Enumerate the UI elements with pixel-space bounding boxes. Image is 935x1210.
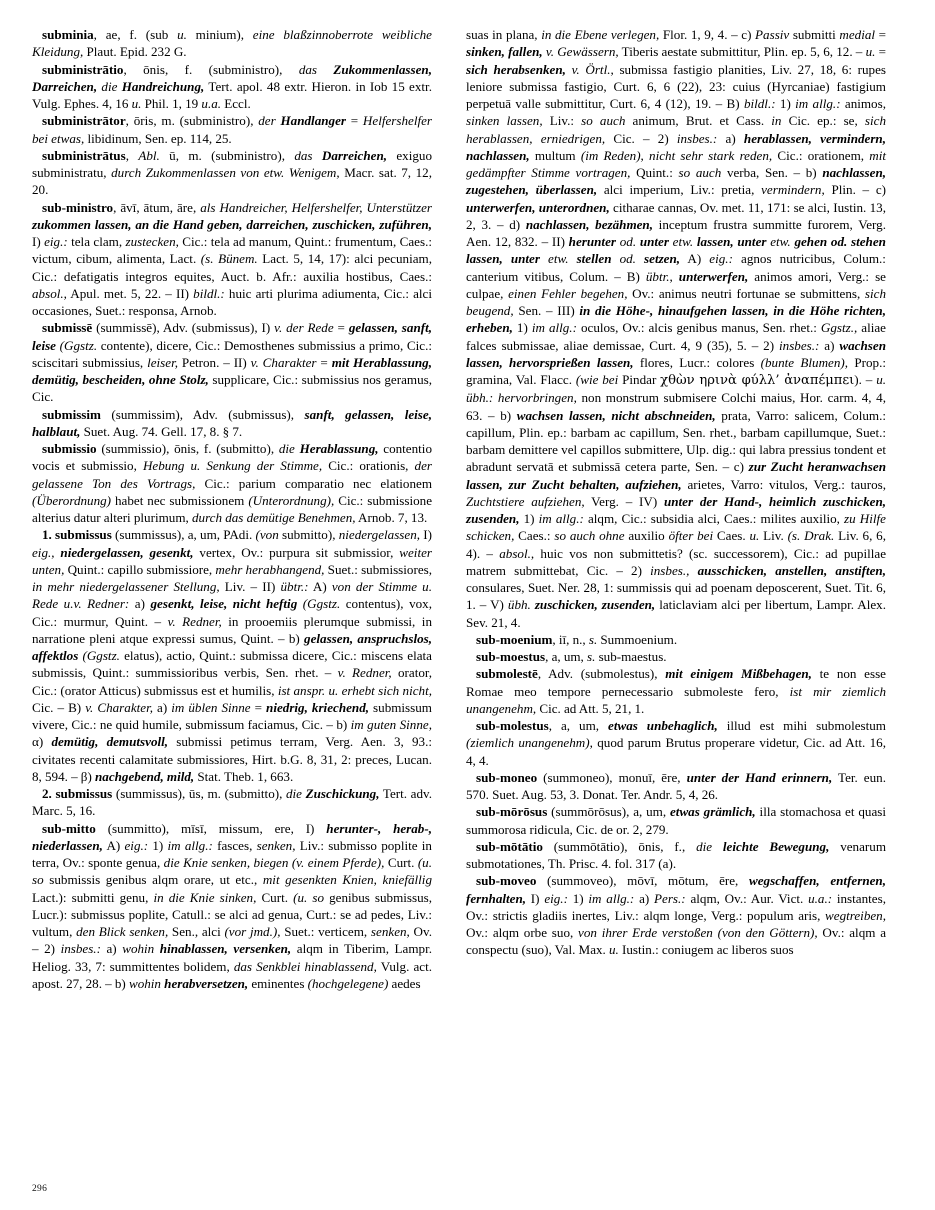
left-column: [32, 26, 432, 992]
dictionary-entry: subministrātus, Abl. ū, m. (subministro), das Darreichen, exiguo subministratu, durch Zukommenlassen von etw. Wenigem, Macr. sat. 7, 12, 20.: [32, 147, 432, 198]
dictionary-entry: 2. submissus (summissus), ūs, m. (submitto), die Zuschickung, Tert. adv. Marc. 5, 16.: [32, 786, 432, 819]
dictionary-entry: subministrātor, ōris, m. (subministro), der Handlanger = Helfershelfer bei etwas, libidinum, Sen. ep. 114, 25.: [32, 113, 433, 146]
dictionary-entry: sub-moveo (summoveo), mōvī, mōtum, ēre, wegschaffen, entfernen, fernhalten, I) eig.: 1) im allg.: a) Pers.: alqm, Ov.: Aur. Vict. u.a.: instantes, Ov.: strictis gladiis inertes, Liv.: alqm longe, Verg.: populum aris, wegtreiben, Ov.: alqm orbe suo, von ihrer Erde verstoßen (von den Göttern), Ov.: alqm a conspectu (suo), Val. Max. u. Iustin.: coniugem ac liberos suos: [466, 873, 887, 958]
dictionary-entry: sub-ministro, āvī, ātum, āre, als Handreicher, Helfershelfer, Unterstützer zukommen lassen, an die Hand geben, darreichen, zuschicken, zuführen, I) eig.: tela clam, zustecken, Cic.: tela ad manum, Quint.: frumentum, Caes.: victum, cibum, alimenta, Lact. (s. Bünem. Lact. 5, 14, 17): alci pecuniam, Cic.: defatigatis integros equites, Auct. b. Afr.: auxilia hostibus, Caes.: absol., Apul. met. 5, 22. – II) bildl.: huic arti plurima adiumenta, Cic.: alci occasiones, Suet.: responsa, Arnob.: [32, 199, 433, 318]
dictionary-entry: 1. submissus (summissus), a, um, PAdi. (von submitto), niedergelassen, I) eig., niedergelassen, gesenkt, vertex, Ov.: purpura sit submissior, weiter unten, Quint.: capillo submissiore, mehr herabhangend, Suet.: submissiores, in mehr niedergelassener Stellung, Liv. – II) übtr.: A) von der Stimme u. Rede u.v. Redner: a) gesenkt, leise, nicht heftig (Ggstz. contentus), vox, Cic.: murmur, Quint. – v. Redner, in prooemiis plerumque submissi, in narratione pleni atque expressi sumus, Quint. – b) gelassen, anspruchslos, affektlos (Ggstz. elatus), actio, Quint.: submissa dicere, Cic.: miscens elata submissis, Quint.: summissioribus verbis, Sen. rhet. – v. Redner, orator, Cic.: (orator Atticus) submissus est et humilis, ist anspr. u. erhebt sich nicht, Cic. – B) v. Charakter, a) im üblen Sinne = niedrig, kriechend, submissum vivere, Cic.: ne quid humile, submissum faciamus, Cic. – b) im guten Sinne, α) demütig, demutsvoll, submissi petimus terram, Verg. Aen. 3, 93.: civitates recenti calamitate submissiores, Hirt. b.G. 8, 31, 2: preces, Lucan. 8, 594. – β) nachgebend, mild, Stat. Theb. 1, 663.: [32, 527, 433, 784]
dictionary-entry: subministrātio, ōnis, f. (subministro), das Zukommenlassen, Darreichen, die Handreichung, Tert. apol. 48 extr. Hieron. in Iob 15 extr. Vulg. Ephes. 4, 16 u. Phil. 1, 19 u.a. Eccl.: [32, 61, 432, 111]
dictionary-entry: submissē (summissē), Adv. (submissus), I) v. der Rede = gelassen, sanft, leise (Ggstz. contente), dicere, Cic.: Demosthenes submissius a primo, Cic.: sciscitari submissius, leiser, Petron. – II) v. Charakter = mit Herablassung, demütig, bescheiden, ohne Stolz, supplicare, Cic.: submissius nos geramus, Cic.: [32, 320, 432, 405]
dictionary-entry: sub-mitto (summitto), mīsī, missum, ere, I) herunter-, herab-, niederlassen, A) eig.: 1) im allg.: fasces, senken, Liv.: submisso poplite in terra, Ov.: sponte genua, die Knie senken, biegen (v. einem Pferde), Curt. (u. so submissis genibus alqm orare, ut etc., mit gesenkten Knien, kniefällig Lact.): submitti genu, in die Knie sinken, Curt. (u. so genibus submissus, Lucr.): submissus poplite, Catull.: se alci ad genua, Curt.: se ad pedes, Liv.: vultum, den Blick senken, Sen., alci (vor jmd.), Suet.: verticem, senken, Ov. – 2) insbes.: a) wohin hinablassen, versenken, alqm in Tiberim, Lampr. Heliog. 33, 7: summittentes bolidem, das Senkblei hinablassend, Vulg. act. apost. 27, 28. – b) wohin herabversetzen, eminentes (hochgelegene) aedes: [32, 820, 433, 991]
dictionary-entry: sub-moestus, a, um, s. sub-maestus.: [476, 649, 667, 664]
dictionary-entry: sub-moneo (summoneo), monuī, ēre, unter der Hand erinnern, Ter. eun. 570. Suet. Aug. 53, 3. Donat. Ter. Andr. 5, 4, 26.: [466, 769, 886, 802]
dictionary-entry-continuation: suas in plana, in die Ebene verlegen, Flor. 1, 9, 4. – c) Passiv submitti medial = sinken, fallen, v. Gewässern, Tiberis aestate submittitur, Plin. ep. 5, 6, 12. – u. = sich herabsenken, v. Örtl., submissa fastigio planities, Liv. 27, 18, 6: rupes leniore submissa fastigio, Curt. 6, 6 (22), 23: cuius (Hyrcaniae) fastigium perpetuā valle submittitur, Curt. 6, 4 (12), 19. – B) bildl.: 1) im allg.: animos, sinken lassen, Liv.: so auch animum, Brut. et Cass. in Cic. ep.: se, sich herablassen, erniedrigen, Cic. – 2) insbes.: a) herablassen, vermindern, nachlassen, multum (im Reden), nicht sehr stark reden, Cic.: orationem, mit gedämpfter Stimme vortragen, Quint.: so auch verba, Sen. – b) nachlassen, zugestehen, überlassen, alci imperium, Liv.: pretia, vermindern, Plin. – c) unterwerfen, unterordnen, citharae cannas, Ov. met. 11, 171: se alci, Iustin. 13, 2, 3. – d) nachlassen, bezähmen, inceptum frustra summitte furorem, Verg. Aen. 12, 832. – II) herunter od. unter etw. lassen, unter etw. gehen od. stehen lassen, unter etw. stellen od. setzen, A) eig.: agnos nutricibus, Colum.: canterium vitibus, Colum. – B) übtr., unterwerfen, animos amori, Verg.: se culpae, einen Fehler begehen, Ov.: animus neutri fortunae se submittens, sich beugend, Sen. – III) in die Höhe-, hinaufgehen lassen, in die Höhe richten, erheben, 1) im allg.: oculos, Ov.: alcis genibus manus, Sen. rhet.: Ggstz., aliae falces submissae, aliae demissae, Curt. 4, 9 (35), 5. – 2) insbes.: a) wachsen lassen, hervorsprießen lassen, flores, Lucr.: colores (bunte Blumen), Prop.: gramina, Val. Flacc. (wie bei Pindar χθὼν ηρινὰ φύλλ’ ἀναπέμπει). – u. übh.: hervorbringen, non monstrum submisere Colchi maius, Hor. carm. 4, 4, 63. – b) wachsen lassen, nicht abschneiden, prata, Varro: salicem, Colum.: capillum, Plin. ep.: barbam ac capillum, Sen. rhet., barbam capillumque, Suet.: barbam demittere vel capillos submittere, Ulp. dig.: qui labra pressius tondent et abradunt servatā et submissā cetera parte, Sen. – c) zur Zucht heranwachsen lassen, zur Zucht behalten, aufziehen, arietes, Varro: vitulos, Verg.: tauros, Zuchtstiere aufziehen, Verg. – IV) unter der Hand-, heimlich zuschicken, zusenden, 1) im allg.: alqm, Cic.: subsidia alci, Caes.: milites auxilio, zu Hilfe schicken, Caes.: so auch ohne auxilio öfter bei Caes. u. Liv. (s. Drak. Liv. 6, 6, 4). – absol., huic vos non submittetis? (sc. successorem), Cic.: ad pupillae matrem submittebat, Cic. – 2) insbes., ausschicken, anstellen, anstiften, consulares, Suet. Ner. 28, 1: summissis qui ad poenam deposcerent, Suet. Tit. 6, 1. – V) übh. zuschicken, zusenden, laticlaviam alci per libertum, Lampr. Alex. Sev. 21, 4.: [466, 27, 887, 630]
right-column: [466, 26, 886, 959]
dictionary-entry: submolestē, Adv. (submolestus), mit einigem Mißbehagen, te non esse Romae meo tempore pernecessario submoleste fero, ist mir ziemlich unangenehm, Cic. ad Att. 5, 21, 1.: [466, 666, 886, 716]
page-number: 296: [32, 1184, 48, 1194]
dictionary-entry: sub-mōrōsus (summōrōsus), a, um, etwas grämlich, illa stomachosa et quasi summorosa ridicula, Cic. de or. 2, 279.: [466, 804, 886, 837]
dictionary-entry: submissio (summissio), ōnis, f. (submitto), die Herablassung, contentio vocis et submissio, Hebung u. Senkung der Stimme, Cic.: orationis, der gelassene Ton des Vortrags, Cic.: parium comparatio nec elationem (Überordnung) habet nec submissionem (Unterordnung), Cic.: submissione alterius datur alteri plurimum, durch das demütige Benehmen, Arnob. 7, 13.: [32, 441, 433, 525]
dictionary-entry: subminia, ae, f. (sub u. minium), eine blaßzinnoberrote weibliche Kleidung, Plaut. Epid. 232 G.: [32, 27, 432, 60]
dictionary-entry: sub-moenium, iī, n., s. Summoenium.: [476, 631, 678, 647]
page-columns: [32, 26, 903, 992]
dictionary-entry: sub-molestus, a, um, etwas unbehaglich, illud est mihi submolestum (ziemlich unangenehm), quod parum Brutus properare videtur, Cic. ad Att. 16, 4, 4.: [466, 718, 887, 768]
dictionary-entry: sub-mōtātio (summōtātio), ōnis, f., die leichte Bewegung, venarum submotationes, Th. Prisc. 4. fol. 317 (a).: [466, 838, 887, 871]
dictionary-entry: submissim (summissim), Adv. (submissus), sanft, gelassen, leise, halblaut, Suet. Aug. 74. Gell. 17, 8. § 7.: [32, 406, 432, 439]
